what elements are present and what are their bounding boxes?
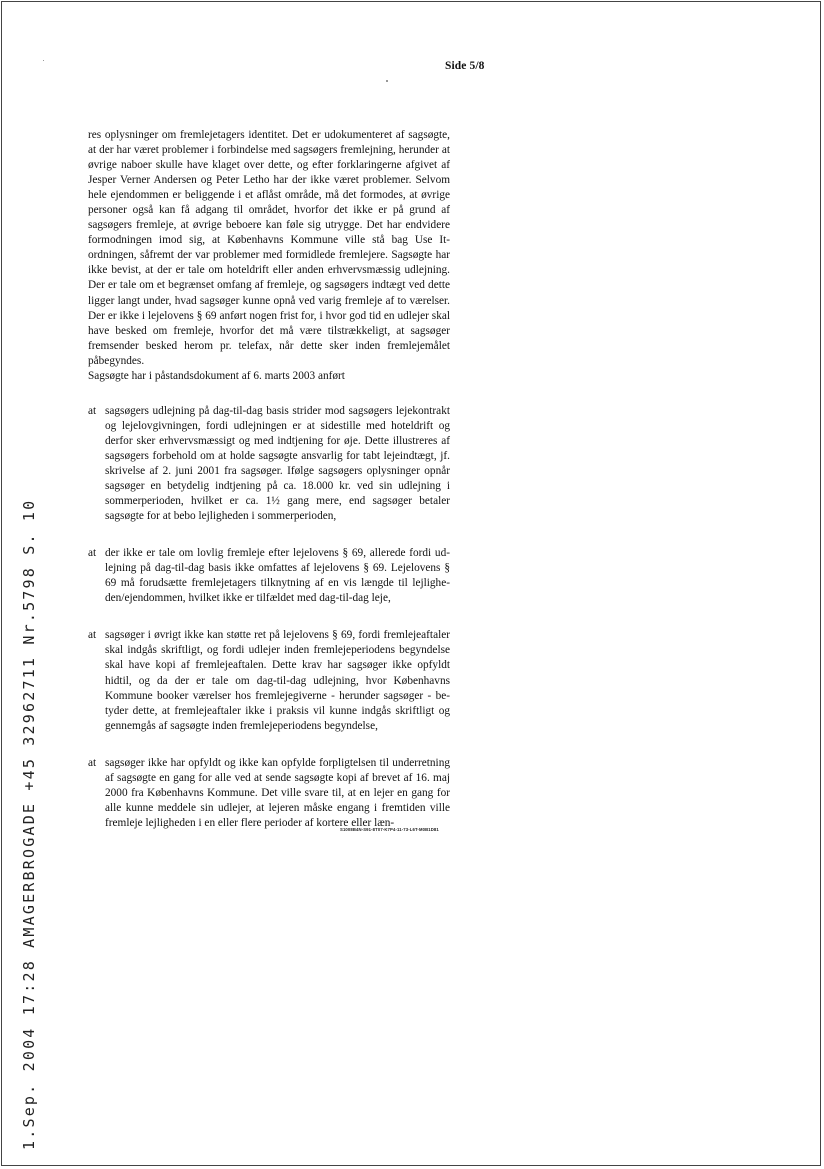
claim-keyword: at bbox=[88, 756, 97, 769]
claim-text: sagsøger ikke har opfyldt og ikke kan opfylde forpligtelsen til underretning af sagsøgte en gang for alle ved at sende sagsøgte kopi af brevet af 16. maj 2000 fra Københavns Kommune. Det ville svare til, at en lejer en gang for alle kunne meddele sin udlejer, at lejeren måske engang i fremtiden ville fremleje lejligheden i en eller flere perioder af kortere eller læn- bbox=[105, 756, 450, 829]
claim-item bbox=[88, 756, 450, 831]
claim-item bbox=[88, 546, 450, 606]
claim-keyword: at bbox=[88, 629, 97, 642]
page-number: Side 5/8 bbox=[445, 60, 485, 72]
claim-keyword: at bbox=[88, 547, 97, 560]
section-heading: Sagsøgte har i påstandsdokument af 6. marts 2003 anført bbox=[88, 369, 345, 382]
document-body bbox=[88, 128, 450, 831]
claim-item bbox=[88, 404, 450, 524]
claim-text: sagsøgers udlejning på dag-til-dag basis strider mod sagsøgers lejekontrakt og lejelovgivningen, fordi udlejningen er at sidestille med hoteldrift og derfor sker erhvervsmæssigt og med indtjening for øje. Dette illustreres af sagsøgers forbehold om at holde sagsøgte ansvarlig for tabt lejeindtægt, jf. skrivelse af 2. juni 2001 fra sagsøger. Ifølge sagsøgers oplysninger opnår sagsøger en betydelig indtjening på ca. 18.000 kr. ved sin udlejning i sommerperioden, hvilket er ca. 1½ gang mere, end sagsøger betaler sagsøgte for at bebo lejligheden i sommerperioden, bbox=[105, 404, 450, 523]
scan-speck bbox=[43, 60, 44, 61]
document-id-footer: S1008B4N-S91-8T07-K7P4-11-73-L6T-M0B1D81 bbox=[340, 827, 439, 832]
scan-speck bbox=[386, 80, 388, 82]
fax-transmission-header: 1.Sep. 2004 17:28 AMAGERBROGADE +45 32962711 Nr.5798 S. 10 bbox=[20, 498, 38, 1150]
intro-paragraph: res oplysninger om fremlejetagers identitet. Det er udokumenteret af sagsøgte, at der har været problemer i forbindelse med sagsøgers fremlejning, herunder at øvrige naboer skulle have klaget over dette, og efter forklaringerne afgivet af Jesper Verner Andersen og Peter Letho har der ikke været problemer. Selvom hele ejendommen er beliggende i et aflåst område, må det formodes, at øvrige personer også kan få adgang til området, hvorfor det ikke er på grund af sagsøgers fremleje, at øvrige beboere kan føle sig utrygge. Det har endvidere formodningen imod sig, at Københavns Kommune ville stå bag Use It-ordningen, såfremt der var problemer med formidlede fremlejere. Sagsøgte har ikke bevist, at der er tale om hoteldrift eller anden erhvervsmæssig udlejning. Der er tale om et begrænset omfang af fremleje, og sagsøgers indtægt ved dette ligger langt under, hvad sagsøger kunne opnå ved varig fremleje af to værelser. Der er ikke i lejelovens § 69 anført nogen frist for, i hvor god tid en udlejer skal have besked om fremleje, hvorfor det må være tilstrækkeligt, at sagsøger fremsender besked herom pr. telefax, når dette sker inden fremlejemålet påbegyndes. bbox=[88, 129, 450, 367]
claim-text: sagsøger i øvrigt ikke kan støtte ret på lejelovens § 69, fordi fremlejeaftaler skal indgås skriftligt, og fordi udlejer inden fremlejeperiodens begyndelse skal have kopi af fremlejeaftalen. Dette krav har sagsøger ikke opfyldt hidtil, og da der er tale om dag-til-dag udlejning, hvor Københavns Kommune booker værelser hos fremlejegiverne - herunder sagsøger - betyder dette, at fremlejeaftaler ikke i praksis vil kunne indgås skriftligt og gennemgås af sagsøgte inden fremlejeperiodens begyndelse, bbox=[105, 629, 450, 732]
claim-keyword: at bbox=[88, 404, 97, 417]
claim-text: der ikke er tale om lovlig fremleje efter lejelovens § 69, allerede fordi udlejning på dag-til-dag basis ikke omfattes af lejelovens § 69. Lejelovens § 69 må forudsætte fremlejetagers tilknytning af en vis længde til lejligheden/ejendommen, hvilket ikke er tilfældet med dag-til-dag leje, bbox=[105, 547, 450, 605]
claim-item bbox=[88, 628, 450, 733]
